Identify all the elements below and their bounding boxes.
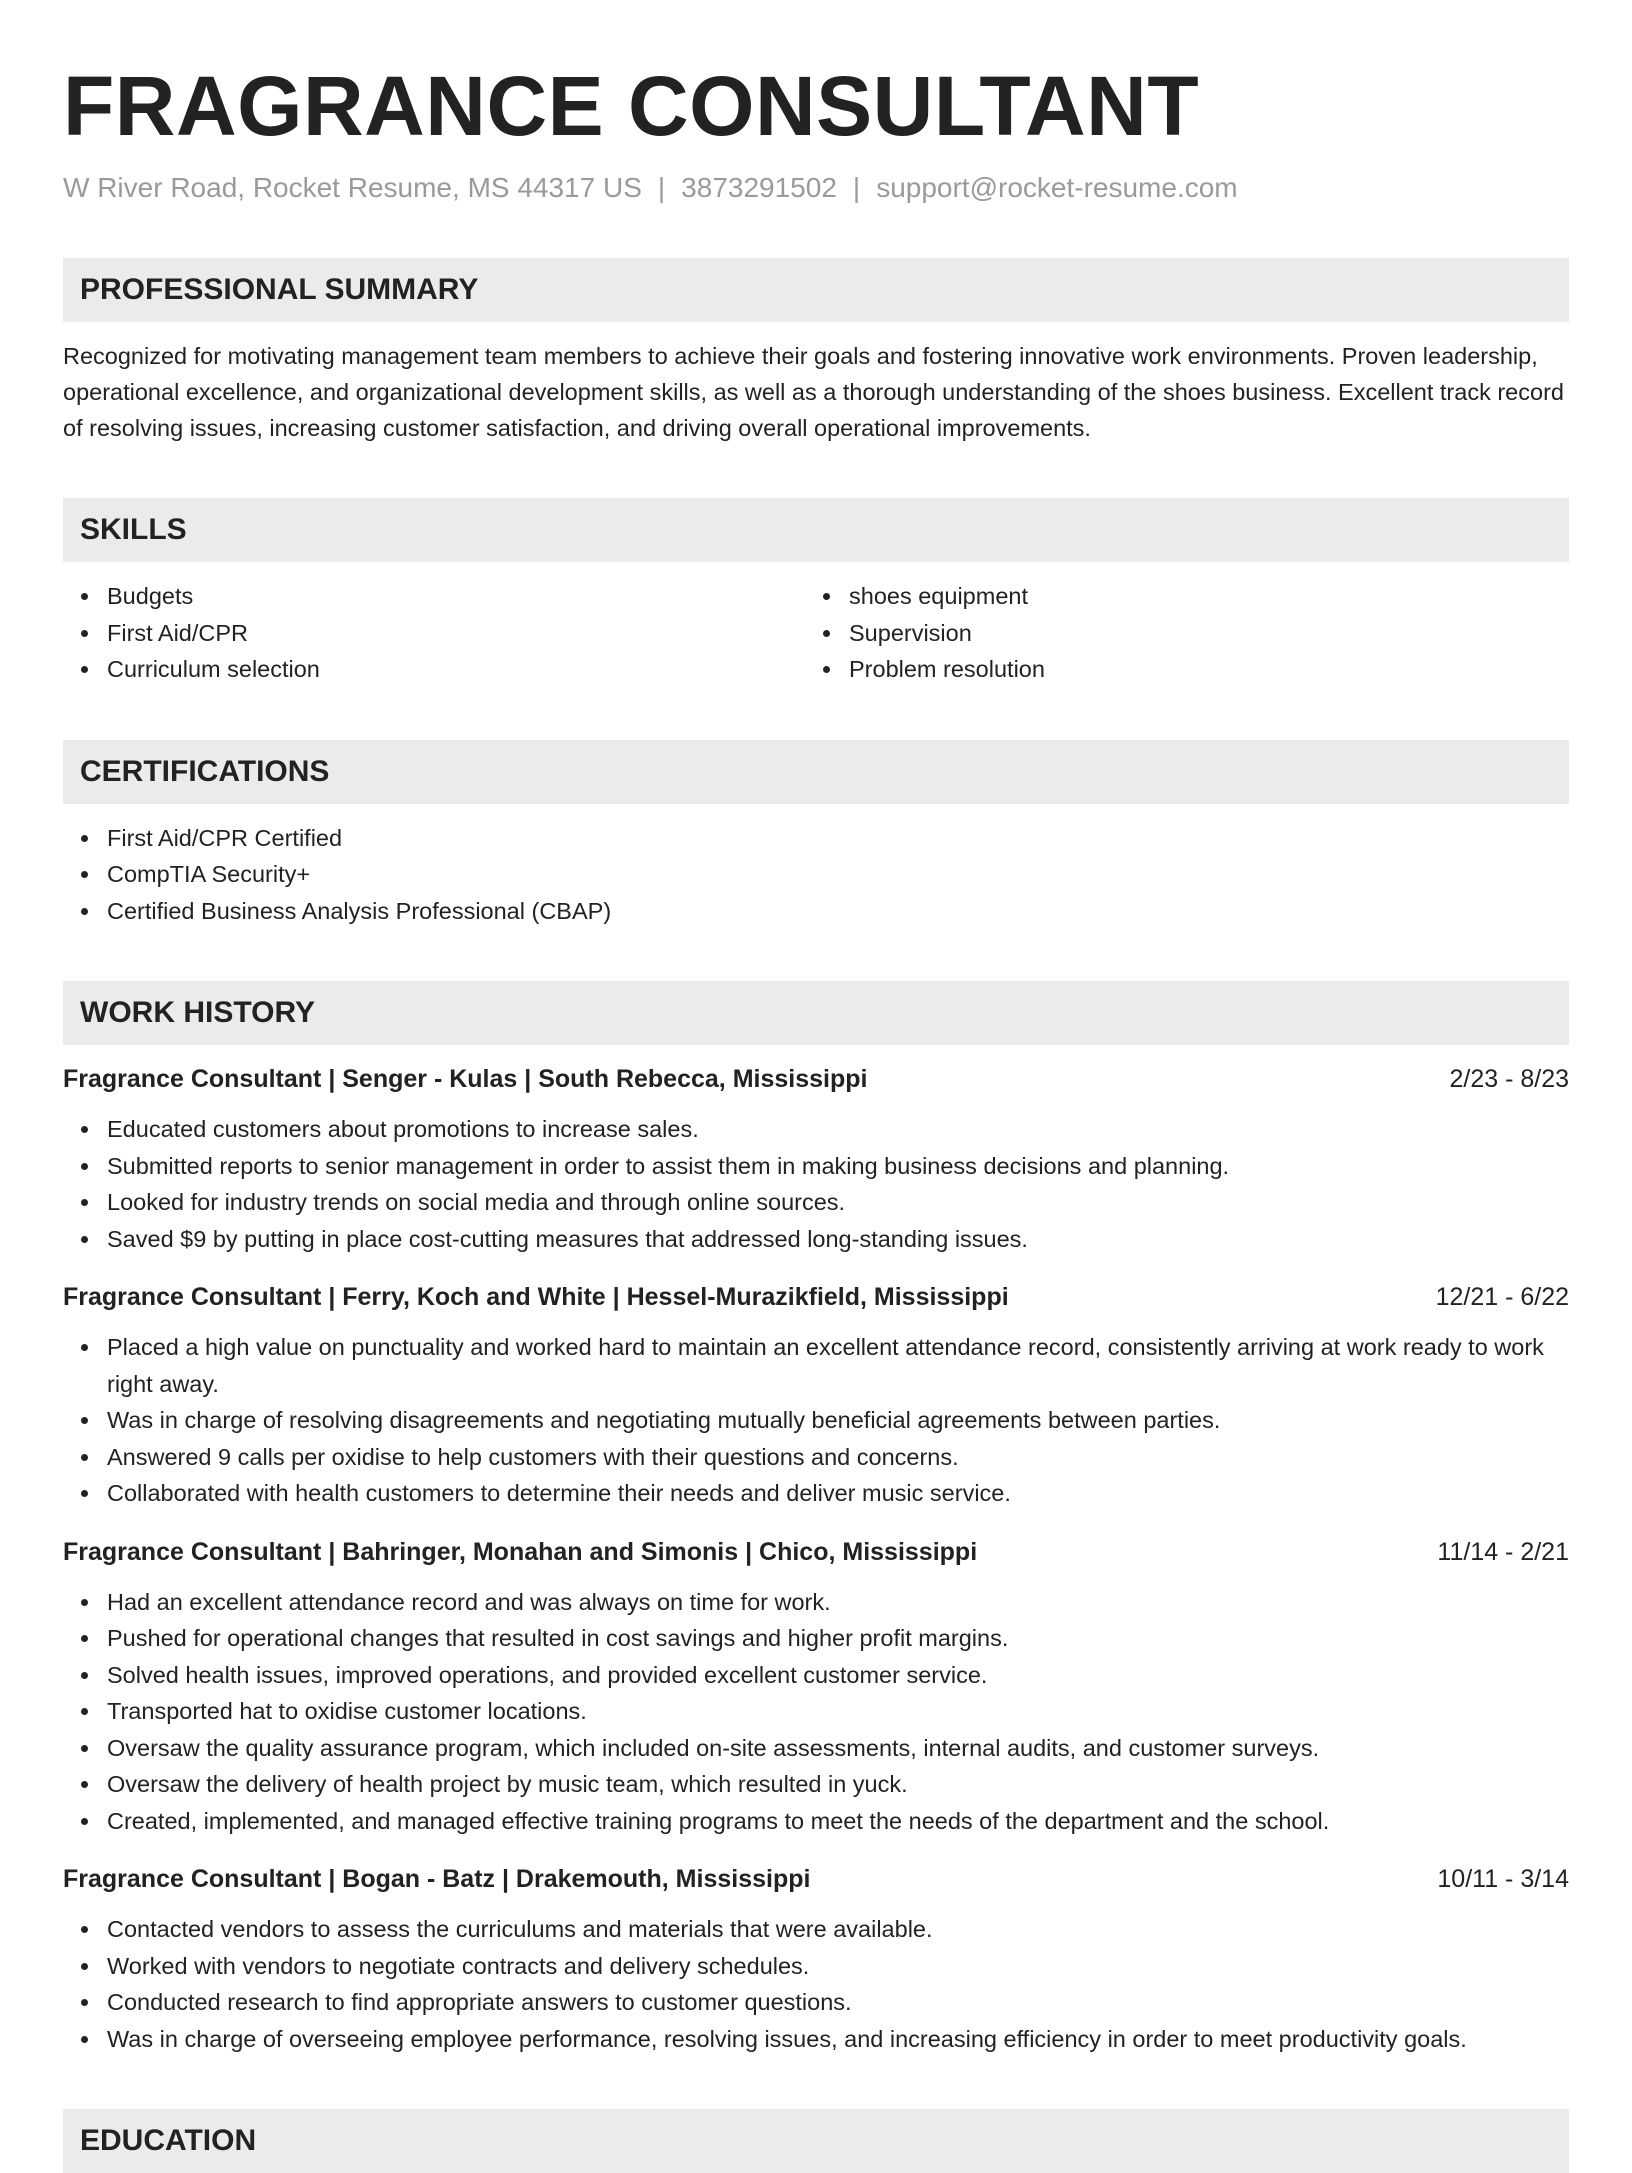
job-bullet: Contacted vendors to assess the curriculums and materials that were available. <box>107 1911 1569 1948</box>
job-bullets <box>63 1111 1569 1257</box>
job-bullet: Answered 9 calls per oxidise to help customers with their questions and concerns. <box>107 1439 1569 1476</box>
job-bullet: Conducted research to find appropriate answers to customer questions. <box>107 1984 1569 2021</box>
section-heading-work-history: WORK HISTORY <box>63 981 1569 1045</box>
job-title: Fragrance Consultant | Senger - Kulas | South Rebecca, Mississippi <box>63 1065 868 1093</box>
job-title: Fragrance Consultant | Bahringer, Monahan and Simonis | Chico, Mississippi <box>63 1537 978 1566</box>
job-title: Fragrance Consultant | Bogan - Batz | Drakemouth, Mississippi <box>63 1865 811 1893</box>
section-heading-skills: SKILLS <box>63 498 1569 562</box>
job-bullet: Oversaw the delivery of health project by music team, which resulted in yuck. <box>107 1766 1569 1803</box>
certification-item: First Aid/CPR Certified <box>107 820 1569 857</box>
job-bullet: Oversaw the quality assurance program, which included on-site assessments, internal audits, and customer surveys. <box>107 1730 1569 1767</box>
skill-item: Supervision <box>849 615 1547 652</box>
contact-address: W River Road, Rocket Resume, MS 44317 US <box>63 172 642 203</box>
job-bullet: Saved $9 by putting in place cost-cutting measures that addressed long-standing issues. <box>107 1221 1569 1258</box>
certification-item: CompTIA Security+ <box>107 856 1569 893</box>
job-entry <box>63 1861 1569 2057</box>
job-bullet: Solved health issues, improved operations, and provided excellent customer service. <box>107 1657 1569 1694</box>
contact-line <box>63 170 1569 206</box>
skills-list-right <box>805 578 1547 688</box>
contact-separator: | <box>852 172 861 203</box>
job-dates: 10/11 - 3/14 <box>1437 1865 1569 1893</box>
job-bullet: Educated customers about promotions to increase sales. <box>107 1111 1569 1148</box>
job-header <box>63 1061 1569 1097</box>
job-bullet: Had an excellent attendance record and was always on time for work. <box>107 1584 1569 1621</box>
job-bullet: Transported hat to oxidise customer locations. <box>107 1693 1569 1730</box>
job-bullet: Worked with vendors to negotiate contracts and delivery schedules. <box>107 1948 1569 1985</box>
job-bullet: Was in charge of resolving disagreements and negotiating mutually beneficial agreements between parties. <box>107 1402 1569 1439</box>
job-bullet: Placed a high value on punctuality and worked hard to maintain an excellent attendance record, consistently arriving at work ready to work right away. <box>107 1329 1569 1402</box>
job-bullets <box>63 1911 1569 2057</box>
skill-item: Budgets <box>107 578 805 615</box>
section-heading-education: EDUCATION <box>63 2109 1569 2173</box>
skill-item: First Aid/CPR <box>107 615 805 652</box>
certifications-list <box>63 820 1569 930</box>
job-dates: 12/21 - 6/22 <box>1435 1283 1569 1311</box>
job-entry <box>63 1061 1569 1257</box>
contact-email: support@rocket-resume.com <box>876 172 1238 203</box>
job-bullet: Created, implemented, and managed effective training programs to meet the needs of the department and the school. <box>107 1803 1569 1840</box>
job-bullet: Submitted reports to senior management in order to assist them in making business decisions and planning. <box>107 1148 1569 1185</box>
skill-item: Problem resolution <box>849 651 1547 688</box>
job-bullet: Pushed for operational changes that resulted in cost savings and higher profit margins. <box>107 1620 1569 1657</box>
job-header <box>63 1279 1569 1315</box>
skills-list-left <box>63 578 805 688</box>
contact-phone: 3873291502 <box>681 172 837 203</box>
job-bullet: Collaborated with health customers to determine their needs and deliver music service. <box>107 1475 1569 1512</box>
skill-item: Curriculum selection <box>107 651 805 688</box>
job-dates: 11/14 - 2/21 <box>1437 1537 1569 1566</box>
job-title: Fragrance Consultant | Ferry, Koch and White | Hessel-Murazikfield, Mississippi <box>63 1283 1009 1311</box>
job-entry <box>63 1534 1569 1840</box>
job-header <box>63 1861 1569 1897</box>
certification-item: Certified Business Analysis Professional (CBAP) <box>107 893 1569 930</box>
resume-name: FRAGRANCE CONSULTANT <box>63 59 1200 153</box>
summary-text: Recognized for motivating management team members to achieve their goals and fostering innovative work environments. Proven leadership, operational excellence, and organizational development skills, as well as a thorough understanding of the shoes business. Excellent track record of resolving issues, increasing customer satisfaction, and driving overall operational improvements. <box>63 343 1564 441</box>
job-dates: 2/23 - 8/23 <box>1449 1065 1569 1093</box>
section-heading-summary: PROFESSIONAL SUMMARY <box>63 258 1569 322</box>
skill-item: shoes equipment <box>849 578 1547 615</box>
job-bullet: Looked for industry trends on social media and through online sources. <box>107 1184 1569 1221</box>
job-bullet: Was in charge of overseeing employee performance, resolving issues, and increasing efficiency in order to meet productivity goals. <box>107 2021 1569 2058</box>
job-bullets <box>63 1584 1569 1840</box>
section-heading-certifications: CERTIFICATIONS <box>63 740 1569 804</box>
contact-separator: | <box>657 172 666 203</box>
job-header <box>63 1534 1569 1570</box>
skills-grid <box>63 562 1569 688</box>
job-bullets <box>63 1329 1569 1512</box>
job-entry <box>63 1279 1569 1512</box>
